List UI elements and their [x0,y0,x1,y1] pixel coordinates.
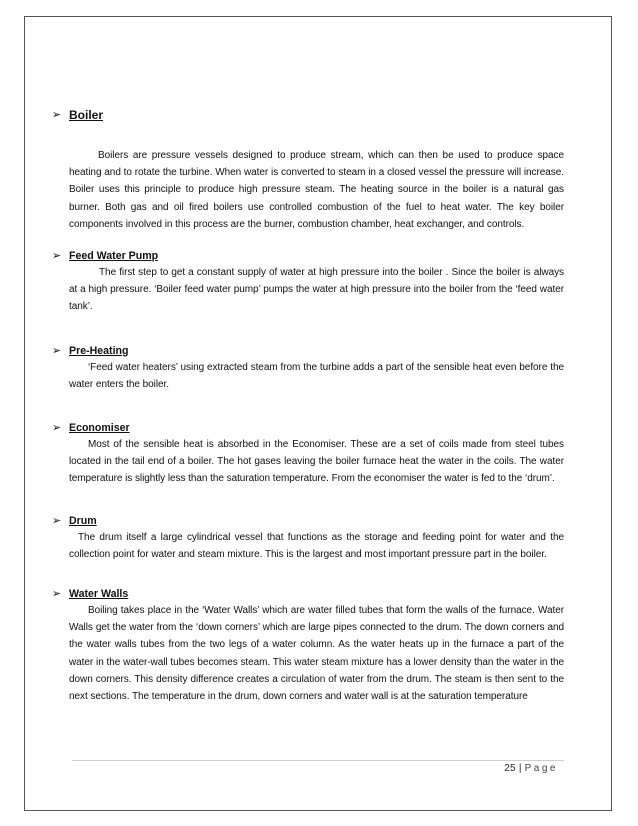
section-paragraph: Boilers are pressure vessels designed to produce stream, which can then be used to produce space heating and to rotate the turbine. When water is converted to steam in a closed vessel the pressure will increase. Boiler uses this principle to produce high pressure steam. The heating source in the boiler is a natural gas burner. Both gas and oil fired boilers use controlled combustion of the fuel to heat water. The key boiler components involved in this process are the burner, combustion chamber, heat exchanger, and controls. [69,150,564,230]
arrow-bullet-icon: ➢ [52,588,62,601]
page-label: Page [524,763,558,774]
section-title: Drum [69,514,97,527]
section-water-walls [52,587,564,705]
section-paragraph: Most of the sensible heat is absorbed in the Economiser. These are a set of coils made from steel tubes located in the tail end of a boiler. The hot gases leaving the boiler furnace heat the water in the coils. The water temperature is slightly less than the saturation temperature. From the economiser the water is fed to the ‘drum’. [69,439,564,485]
section-paragraph: Boiling takes place in the ‘Water Walls’ which are water filled tubes that form the walls of the furnace. Water Walls get the water from the ‘down corners’ which are large pipes connected to the drum. The down corners and the water walls tubes from the two legs of a water column. As the water heats up in the furnace a part of the water in the water-wall tubes becomes steam. This water steam mixture has a lower density than the water in the down corners. This density difference creates a circulation of water from the drum. The steam is then sent to the next sections. The temperature in the drum, down corners and water wall is at the saturation temperature [69,605,564,703]
section-title: Boiler [69,108,104,122]
section-paragraph: The first step to get a constant supply of water at high pressure into the boiler . Since the boiler is always at a high pressure. ‘Boiler feed water pump’ pumps the water at high pressure into the boiler from the ‘feed water tank’. [69,267,564,313]
section-title: Economiser [69,422,130,435]
section-heading [52,421,564,435]
arrow-bullet-icon: ➢ [52,514,62,527]
document-body [52,107,564,705]
section-paragraph: ‘Feed water heaters’ using extracted steam from the turbine adds a part of the sensible heat even before the water enters the boiler. [69,361,564,390]
section-heading [52,587,564,601]
arrow-bullet-icon: ➢ [52,422,62,435]
section-economiser [52,421,564,488]
section-title: Feed Water Pump [69,250,159,263]
arrow-bullet-icon: ➢ [52,109,62,121]
page-footer [504,762,558,776]
footer-separator: | [518,763,522,774]
section-title: Water Walls [69,588,129,601]
arrow-bullet-icon: ➢ [52,250,62,263]
section-drum [52,514,564,563]
arrow-bullet-icon: ➢ [52,344,62,357]
section-heading [52,344,564,358]
section-paragraph: The drum itself a large cylindrical vessel that functions as the storage and feeding point for water and the collection point for water and steam mixture. This is the largest and most important pressure part in the boiler. [69,531,564,560]
section-pre-heating [52,344,564,393]
section-heading [52,514,564,528]
page-number: 25 [504,763,516,774]
section-heading [52,249,564,263]
footer-divider [72,760,564,761]
section-title: Pre-Heating [69,344,129,357]
section-heading [52,107,564,123]
section-feed-water-pump [52,249,564,316]
section-boiler [52,107,564,233]
